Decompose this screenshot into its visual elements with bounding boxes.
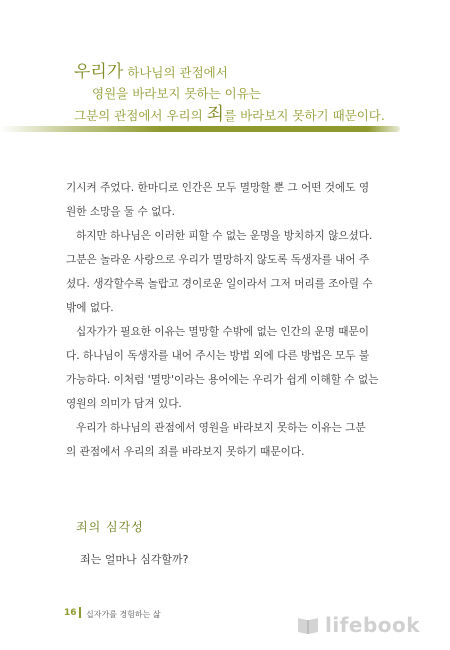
paragraph-3 — [66, 320, 388, 416]
body-line: 다. 하나님이 독생자를 내어 주시는 방법 외에 다른 방법은 모두 불 — [66, 350, 370, 362]
body-text — [66, 176, 388, 464]
body-line: 의 관점에서 우리의 죄를 바라보지 못하기 때문이다. — [66, 446, 305, 458]
body-line: 원한 소망을 둘 수 없다. — [66, 206, 175, 218]
body-line: 하지만 하나님은 이러한 피할 수 없는 운명을 방치하지 않으셨다. — [76, 230, 373, 242]
body-line: 기시켜 주었다. 한마디로 인간은 모두 멸망할 뿐 그 어떤 것에도 영 — [66, 182, 370, 194]
body-line: 그분은 놀라운 사랑으로 우리가 멸망하지 않도록 독생자를 내어 주 — [66, 254, 370, 266]
body-line: 가능하다. 이처럼 '멸망'이라는 용어에는 우리가 쉽게 이해할 수 없는 — [66, 374, 379, 386]
subheading: 죄는 얼마나 심각할까? — [80, 553, 189, 566]
pull-quote-emphasis: 죄 — [206, 104, 225, 125]
body-line: 밖에 없다. — [66, 302, 114, 314]
pull-quote-line-3 — [74, 104, 404, 126]
pull-quote-text: 를 바라보지 못하기 때문이다. — [224, 108, 385, 123]
watermark-logo — [296, 613, 420, 637]
pull-quote-line-2: 영원을 바라보지 못하는 이유는 — [92, 86, 261, 101]
pull-quote — [74, 62, 404, 126]
book-icon — [296, 614, 320, 636]
pull-quote-emphasis: 우리가 — [74, 62, 124, 82]
body-line: 영원의 의미가 담겨 있다. — [66, 398, 182, 410]
running-title: 십자가를 경험하는 삶 — [86, 610, 161, 619]
body-line: 십자가가 필요한 이유는 멸망할 수밖에 없는 인간의 운명 때문이 — [76, 326, 370, 338]
body-line: 우리가 하나님의 관점에서 영원을 바라보지 못하는 이유는 그분 — [76, 422, 366, 434]
section-title: 죄의 심각성 — [76, 520, 144, 534]
pull-quote-text: 하나님의 관점에서 — [123, 65, 228, 80]
paragraph-4 — [66, 416, 388, 464]
pull-quote-text: 그분의 관점에서 우리의 — [74, 108, 207, 123]
footer-divider — [79, 607, 81, 618]
pull-quote-line-1 — [74, 62, 404, 83]
paragraph-1 — [66, 176, 388, 224]
brush-stroke-divider — [0, 126, 400, 132]
paragraph-2 — [66, 224, 388, 320]
watermark-text: lifebook — [325, 613, 421, 637]
body-line: 셨다. 생각할수록 놀랍고 경이로운 일이라서 그저 머리를 조아릴 수 — [66, 278, 373, 290]
page-number: 16 — [64, 608, 77, 618]
